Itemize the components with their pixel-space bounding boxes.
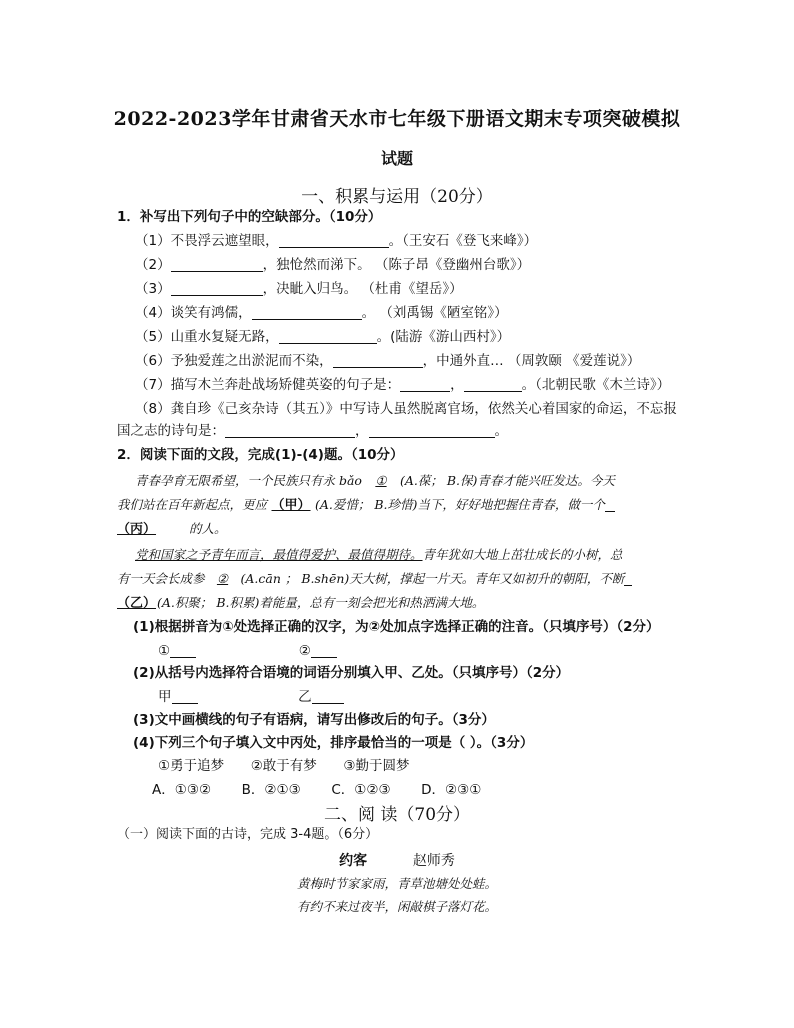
q1-item-7-source: 。（北朝民歌《木兰诗》） [521,377,671,393]
poem-line-1: 黄梅时节家家雨，青草池塘处处蛙。 [296,876,497,891]
blank-jia-marker: （甲） [271,498,311,513]
passage-p2-line-1 [135,546,623,564]
sub-question-1: (1)根据拼音为①处选择正确的汉字，为②处加点字选择正确的注音。（只填序号）（2分） [133,619,660,635]
poem-author: 赵师秀 [412,853,455,869]
passage-p1-line-1 [135,472,615,490]
answer-blank-jia[interactable] [172,689,198,704]
question-1-heading: 1．补写出下列句子中的空缺部分。（10分） [117,209,382,225]
passage-text: (A.葆； B.保)青春才能兴旺发达。今天 [399,473,615,488]
passage-text: 青春孕育无限希望，一个民族只有永 bǎo [135,473,362,488]
q1-item-2 [135,256,530,274]
q1-item-1 [135,232,537,250]
q1-item-5-text: （5）山重水复疑无路， [135,329,279,345]
blank-yi-marker: （乙） [117,596,157,611]
q1-item-1-text: （1）不畏浮云遮望眼， [135,233,279,249]
sub-question-3: (3)文中画横线的句子有语病，请写出修改后的句子。（3分） [133,712,495,728]
passage-text: (A.积聚； B.积累)着能量，总有一刻会把光和热洒满大地。 [157,595,485,610]
passage-text: (A.爱惜； B.珍惜)当下，好好地把握住青春，做一个 [315,497,605,512]
q1-item-7-comma: ， [450,377,464,393]
q1-item-5-blank[interactable] [279,329,377,344]
q1-item-7-blank-1[interactable] [400,377,450,392]
passage-text: 的人。 [189,521,227,536]
sentence-2: ②敢于有梦 [250,758,317,774]
q1-item-3 [135,280,463,298]
exam-title: 2022-2023学年甘肃省天水市七年级下册语文期末专项突破模拟 [113,108,681,130]
q1-item-1-blank[interactable] [279,233,389,248]
q1-item-3-blank[interactable] [171,281,263,296]
q1-item-7-blank-2[interactable] [464,377,522,392]
option-c[interactable]: C．①②③ [331,782,391,798]
option-d[interactable]: D．②③① [421,782,482,798]
sentence-1: ①勇于追梦 [158,758,225,774]
q1-item-4-text: （4）谈笑有鸿儒， [135,305,252,321]
blank-1-marker: ① [375,473,387,488]
poem-header [0,850,794,870]
q1-item-8-blank-2[interactable] [369,423,495,438]
section-heading-accumulation: 一、积累与运用（20分） [301,187,493,207]
q1-item-8-line-2 [117,422,508,440]
q1-item-7-text: （7）描写木兰奔赴战场矫健英姿的句子是： [135,377,401,393]
q1-item-3-text: （3） [135,281,171,297]
answer-blank-1[interactable] [170,643,196,658]
q1-item-2-text: （2） [135,257,171,273]
answer-blank-2[interactable] [311,643,337,658]
question-2-heading: 2．阅读下面的文段，完成(1)-(4)题。（10分） [117,447,404,463]
q1-item-5-source: 。(陆游《游山西村》） [376,329,511,345]
q1-item-4-source: 。 （刘禹锡《陋室铭》） [361,305,508,321]
q1-item-8-line-1: （8）龚自珍《己亥杂诗（其五）》中写诗人虽然脱离官场，依然关心着国家的命运，不忘报 [135,401,677,417]
passage-p1-line-2 [117,496,615,515]
q1-item-8-prompt: 国之志的诗句是： [117,423,225,439]
exam-title-line2: 试题 [380,149,413,168]
q1-item-8-period: 。 [494,423,508,439]
q1-item-8-comma: ， [355,423,369,439]
sub-question-2: (2)从括号内选择符合语境的词语分别填入甲、乙处。（只填序号）（2分） [133,665,570,681]
passage-p1-line-3 [117,520,227,539]
option-a[interactable]: A．①③② [152,782,212,798]
option-b[interactable]: B．②①③ [241,782,301,798]
reading-part-1-heading: （一）阅读下面的古诗，完成 3-4题。（6分） [117,827,379,842]
passage-p2-line-2 [117,570,632,588]
section-heading-reading: 二、阅 读（70分） [323,805,471,825]
q1-item-4 [135,304,508,322]
q1-item-6 [135,352,640,370]
q1-item-7 [135,376,670,394]
q1-item-3-source: ，决眦入归鸟。 （杜甫《望岳》） [262,281,463,297]
sub-question-1-answers [158,642,337,660]
poem-title: 约客 [339,853,368,869]
q1-item-6-blank[interactable] [333,353,423,368]
answer-label-2: ② [298,643,311,659]
q1-item-1-source: 。（王安石《登飞来峰》） [388,233,538,249]
q1-item-2-blank[interactable] [171,257,263,272]
passage-p2-line-3 [117,594,484,613]
q1-item-6-text: （6）予独爱莲之出淤泥而不染， [135,353,333,369]
underlined-sentence: 党和国家之予青年而言，最值得爱护、最值得期待。 [135,547,423,562]
answer-label-yi: 乙 [298,689,312,705]
poem-line-2: 有约不来过夜半，闲敲棋子落灯花。 [296,899,497,914]
passage-text: 青年犹如大地上茁壮成长的小树，总 [422,547,623,562]
answer-blank-yi[interactable] [312,689,344,704]
sub-question-4-sentences [158,757,410,775]
q1-item-2-source: ，独怆然而涕下。 （陈子昂《登幽州台歌》） [262,257,531,273]
answer-label-1: ① [158,643,171,659]
passage-text: 有一天会长成参 [117,571,205,586]
blank-bing-start [605,497,615,512]
sub-question-4: (4)下列三个句子填入文中丙处，排序最恰当的一项是（ ）。（3分） [133,735,534,751]
blank-2-marker: ② [216,571,229,586]
blank-bing-marker: （丙） [117,522,157,537]
passage-text: 我们站在百年新起点，更应 [117,497,268,512]
passage-text: (A.cān ； B.shēn)天大树，撑起一片天。青年又如初升的朝阳，不断 [240,571,625,586]
sub-question-4-options [152,781,481,799]
answer-label-jia: 甲 [158,689,172,705]
sentence-3: ③勤于圆梦 [343,758,410,774]
q1-item-4-blank[interactable] [252,305,362,320]
q1-item-5 [135,328,510,346]
q1-item-8-blank-1[interactable] [225,423,355,438]
sub-question-2-answers [158,688,344,706]
q1-item-6-source: ，中通外直… （周敦颐 《爱莲说》） [422,353,641,369]
blank-yi-start [624,571,632,586]
